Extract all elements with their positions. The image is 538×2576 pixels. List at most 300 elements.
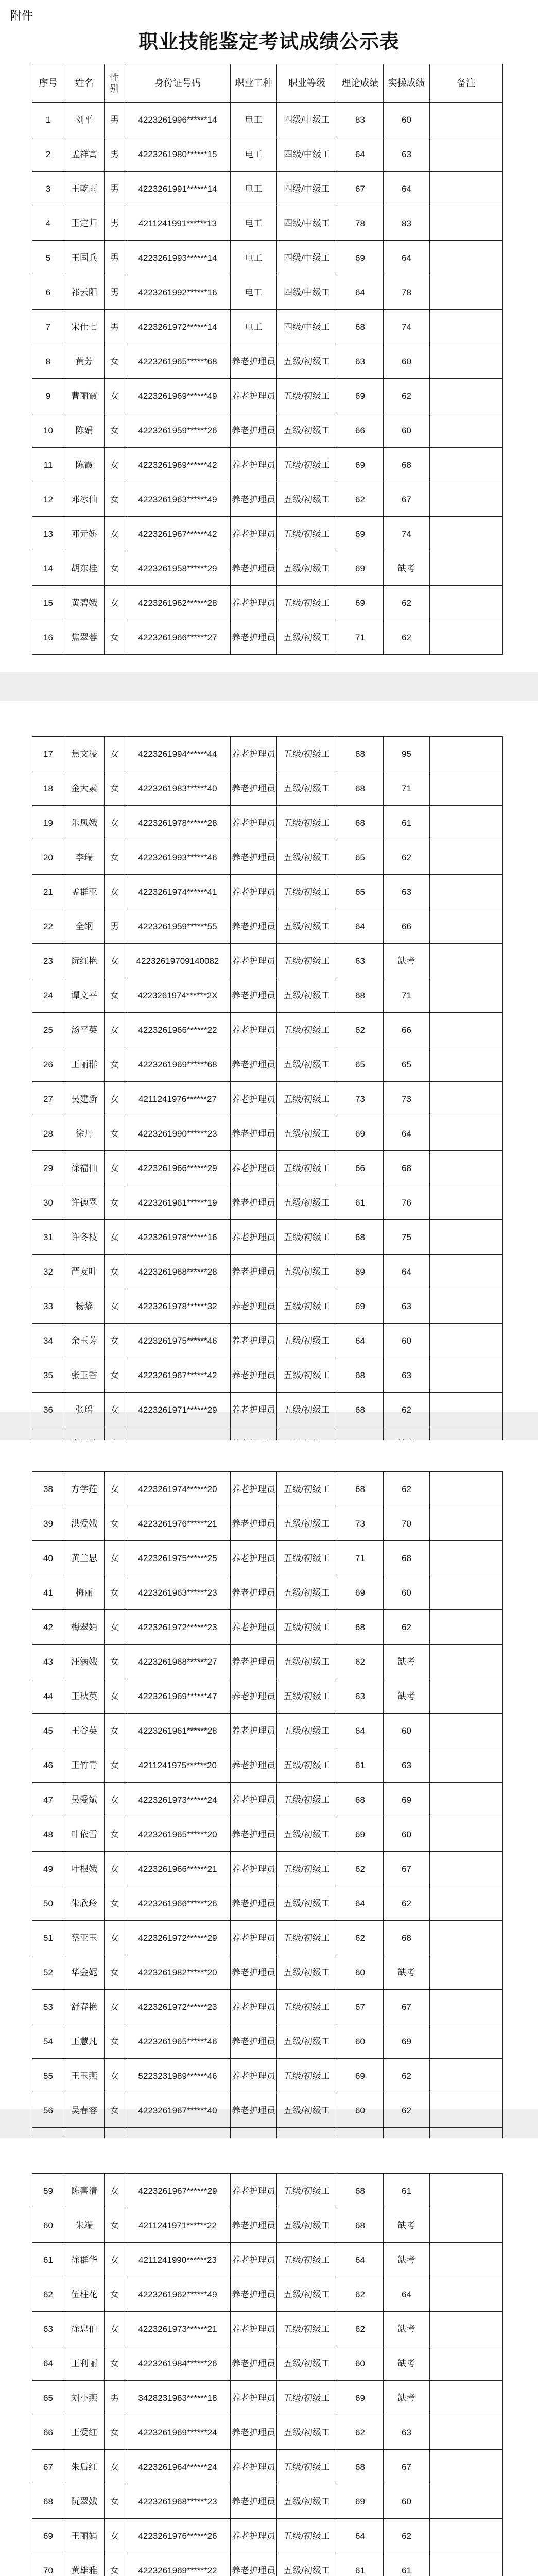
cell-theory-score: 68	[337, 978, 384, 1013]
cell-practical-score: 60	[384, 1575, 430, 1610]
cell-theory-score: 64	[337, 1714, 384, 1748]
cell-practical-score: 60	[384, 413, 430, 448]
cell-job-level: 五级/初级工	[277, 2553, 337, 2576]
table-row	[32, 1921, 503, 1955]
cell-seq: 70	[32, 2553, 64, 2576]
cell-job-level: 五级/初级工	[277, 1255, 337, 1289]
cell-seq: 27	[32, 1082, 64, 1116]
cell-job-type: 养老护理员	[231, 1289, 277, 1324]
cell-name: 阮翠娥	[64, 2484, 105, 2519]
cell-job-type: 养老护理员	[231, 2381, 277, 2415]
cell-seq: 8	[32, 344, 64, 379]
cell-practical-score: 61	[384, 2553, 430, 2576]
cell-id-number: 4223261963******49	[125, 482, 231, 517]
table-row	[32, 1645, 503, 1679]
cell-seq: 38	[32, 1472, 64, 1506]
cell-job-level: 五级/初级工	[277, 840, 337, 875]
cell-job-level: 五级/初级工	[277, 1185, 337, 1220]
cell-id-number: 4223261968******27	[125, 1645, 231, 1679]
cell-job-level: 五级/初级工	[277, 1082, 337, 1116]
cell-gender: 女	[105, 944, 125, 978]
cell-gender: 女	[105, 806, 125, 840]
table-row	[32, 806, 503, 840]
cell-gender: 男	[105, 172, 125, 206]
cell-gender: 女	[105, 1393, 125, 1427]
cell-job-type: 养老护理员	[231, 379, 277, 413]
cell-id-number: 4211241990******23	[125, 2243, 231, 2277]
table-row	[32, 379, 503, 413]
header-seq: 序号	[32, 64, 64, 103]
cell-remarks	[430, 1472, 503, 1506]
cell-theory-score: 62	[337, 2312, 384, 2346]
cell-job-level: 五级/初级工	[277, 586, 337, 620]
cell-name: 吴建新	[64, 1082, 105, 1116]
cell-id-number: 4223261976******26	[125, 2519, 231, 2553]
cell-practical-score: 61	[384, 806, 430, 840]
table-row	[32, 1013, 503, 1047]
cell-id-number: 3428231963******18	[125, 2381, 231, 2415]
cell-remarks	[430, 1610, 503, 1645]
cell-id-number: 4223261974******2X	[125, 978, 231, 1013]
cell-id-number: 4223261974******20	[125, 1472, 231, 1506]
cell-job-type: 养老护理员	[231, 1358, 277, 1393]
cell-job-type: 养老护理员	[231, 978, 277, 1013]
cell-job-level: 五级/初级工	[277, 2519, 337, 2553]
cell-id-number: 4223261966******21	[125, 1852, 231, 1886]
cell-job-level: 四级/中级工	[277, 137, 337, 172]
cell-practical-score: 63	[384, 875, 430, 909]
cell-seq: 63	[32, 2312, 64, 2346]
cell-practical-score: 68	[384, 1151, 430, 1185]
cell-remarks	[430, 2415, 503, 2450]
cell-remarks	[430, 1541, 503, 1575]
cell-seq: 22	[32, 909, 64, 944]
cell-id-number: 4223261968******28	[125, 1255, 231, 1289]
table-row	[32, 310, 503, 344]
cell-theory-score: 69	[337, 2484, 384, 2519]
cell-job-level: 五级/初级工	[277, 1324, 337, 1358]
cell-gender: 女	[105, 771, 125, 806]
cell-job-level: 五级/初级工	[277, 1393, 337, 1427]
cell-job-type: 养老护理员	[231, 2553, 277, 2576]
cell-practical-score: 缺考	[384, 2243, 430, 2277]
cell-job-type: 养老护理员	[231, 1185, 277, 1220]
cell-job-level: 五级/初级工	[277, 1921, 337, 1955]
cell-remarks	[430, 137, 503, 172]
cell-theory-score: 64	[337, 2519, 384, 2553]
cell-job-type: 养老护理员	[231, 2059, 277, 2093]
table-row	[32, 771, 503, 806]
document-page-1	[0, 0, 538, 672]
cell-practical-score: 61	[384, 2174, 430, 2208]
cell-remarks	[430, 806, 503, 840]
cell-theory-score: 68	[337, 1783, 384, 1817]
cell-name: 王国兵	[64, 241, 105, 275]
cell-job-level: 五级/初级工	[277, 1714, 337, 1748]
table-row	[32, 1393, 503, 1427]
cell-job-type: 养老护理员	[231, 875, 277, 909]
cell-job-type: 养老护理员	[231, 737, 277, 771]
cell-job-level: 五级/初级工	[277, 771, 337, 806]
cell-job-type: 养老护理员	[231, 1645, 277, 1679]
cell-seq: 5	[32, 241, 64, 275]
cell-practical-score: 缺考	[384, 2346, 430, 2381]
cell-job-type: 养老护理员	[231, 1151, 277, 1185]
cell-job-type: 养老护理员	[231, 1541, 277, 1575]
cell-remarks	[430, 1817, 503, 1852]
cell-id-number: 4223261967******40	[125, 2093, 231, 2128]
cell-seq: 41	[32, 1575, 64, 1610]
cell-seq: 44	[32, 1679, 64, 1714]
cell-practical-score: 95	[384, 737, 430, 771]
cell-id-number: 4223261964******24	[125, 2450, 231, 2484]
header-id-number: 身份证号码	[125, 64, 231, 103]
cell-remarks	[430, 103, 503, 137]
table-row	[32, 1817, 503, 1852]
cell-id-number: 4223261969******49	[125, 379, 231, 413]
cell-id-number: 4223261978******28	[125, 806, 231, 840]
cell-seq: 14	[32, 551, 64, 586]
cell-job-level: 五级/初级工	[277, 1358, 337, 1393]
cell-theory-score: 69	[337, 1289, 384, 1324]
cell-gender: 女	[105, 1575, 125, 1610]
cell-seq: 13	[32, 517, 64, 551]
cell-id-number: 4223261971******29	[125, 1393, 231, 1427]
cell-job-type: 养老护理员	[231, 2208, 277, 2243]
cell-gender: 女	[105, 2174, 125, 2208]
cell-job-level: 五级/初级工	[277, 448, 337, 482]
cell-job-type: 电工	[231, 137, 277, 172]
cell-gender: 女	[105, 1610, 125, 1645]
cell-id-number: 4223261972******14	[125, 310, 231, 344]
cell-job-level: 五级/初级工	[277, 1220, 337, 1255]
cell-gender: 女	[105, 1013, 125, 1047]
cell-remarks	[430, 620, 503, 655]
cell-job-type: 电工	[231, 103, 277, 137]
table-row	[32, 1748, 503, 1783]
header-job-level: 职业等级	[277, 64, 337, 103]
cell-job-level: 五级/初级工	[277, 1645, 337, 1679]
cell-practical-score: 68	[384, 448, 430, 482]
cell-id-number: 4223261982******20	[125, 1955, 231, 1990]
cell-name: 伍柱花	[64, 2277, 105, 2312]
cell-remarks	[430, 944, 503, 978]
cell-remarks	[430, 1289, 503, 1324]
cell-job-level: 五级/初级工	[277, 1748, 337, 1783]
cell-gender: 女	[105, 2024, 125, 2059]
cell-name: 王乾雨	[64, 172, 105, 206]
cell-job-type: 养老护理员	[231, 1714, 277, 1748]
page-gap	[0, 672, 538, 701]
cell-practical-score: 62	[384, 1393, 430, 1427]
cell-gender: 男	[105, 241, 125, 275]
cell-name: 谭文平	[64, 978, 105, 1013]
cell-gender: 男	[105, 137, 125, 172]
cell-remarks	[430, 1990, 503, 2024]
cell-name: 孟群亚	[64, 875, 105, 909]
cell-id-number: 4223261975******46	[125, 1324, 231, 1358]
cell-theory-score: 68	[337, 737, 384, 771]
cell-remarks	[430, 1358, 503, 1393]
table-row	[32, 103, 503, 137]
cell-practical-score: 64	[384, 2277, 430, 2312]
cell-job-type: 养老护理员	[231, 2243, 277, 2277]
cell-practical-score: 73	[384, 1082, 430, 1116]
cell-remarks	[430, 517, 503, 551]
cell-id-number: 4223261969******68	[125, 1047, 231, 1082]
cell-job-type: 养老护理员	[231, 944, 277, 978]
cell-name: 徐忠伯	[64, 2312, 105, 2346]
cell-gender: 男	[105, 310, 125, 344]
cell-practical-score: 缺考	[384, 1955, 430, 1990]
table-row	[32, 620, 503, 655]
cell-job-level: 四级/中级工	[277, 206, 337, 241]
cell-job-type: 养老护理员	[231, 620, 277, 655]
cell-remarks	[430, 840, 503, 875]
cell-name: 王玉燕	[64, 2059, 105, 2093]
cell-id-number: 4223261962******49	[125, 2277, 231, 2312]
cell-seq: 60	[32, 2208, 64, 2243]
cell-seq: 21	[32, 875, 64, 909]
cell-remarks	[430, 1506, 503, 1541]
cell-practical-score: 缺考	[384, 2381, 430, 2415]
cell-name: 余玉芳	[64, 1324, 105, 1358]
cell-seq: 51	[32, 1921, 64, 1955]
cell-practical-score: 60	[384, 1817, 430, 1852]
cell-name: 陈霞	[64, 448, 105, 482]
table-row	[32, 875, 503, 909]
cell-seq: 46	[32, 1748, 64, 1783]
cell-gender: 女	[105, 2208, 125, 2243]
cell-seq: 3	[32, 172, 64, 206]
cell-job-level: 五级/初级工	[277, 2277, 337, 2312]
cell-id-number: 4223261969******42	[125, 448, 231, 482]
cell-name: 舒春艳	[64, 1990, 105, 2024]
cell-name: 朱欣玲	[64, 1886, 105, 1921]
cell-theory-score: 68	[337, 1220, 384, 1255]
cell-id-number: 4223261966******22	[125, 1013, 231, 1047]
score-table	[32, 64, 503, 655]
cell-job-type: 养老护理员	[231, 1955, 277, 1990]
cell-remarks	[430, 1185, 503, 1220]
cell-job-type: 养老护理员	[231, 1783, 277, 1817]
cell-name: 陈喜清	[64, 2174, 105, 2208]
cell-job-type: 养老护理员	[231, 517, 277, 551]
cell-job-type: 养老护理员	[231, 1679, 277, 1714]
cell-gender: 女	[105, 517, 125, 551]
cell-gender: 女	[105, 1047, 125, 1082]
score-table	[32, 1471, 503, 2162]
table-row	[32, 2450, 503, 2484]
table-row	[32, 586, 503, 620]
cell-remarks	[430, 586, 503, 620]
cell-remarks	[430, 771, 503, 806]
cell-gender: 女	[105, 2346, 125, 2381]
cell-seq: 64	[32, 2346, 64, 2381]
cell-gender: 女	[105, 875, 125, 909]
table-row	[32, 944, 503, 978]
cell-id-number: 4211241971******22	[125, 2208, 231, 2243]
cell-theory-score: 69	[337, 1255, 384, 1289]
score-table	[32, 2173, 503, 2576]
cell-practical-score: 66	[384, 909, 430, 944]
table-row	[32, 482, 503, 517]
cell-id-number: 4223261962******28	[125, 586, 231, 620]
cell-job-type: 养老护理员	[231, 909, 277, 944]
attachment-label: 附件	[10, 9, 33, 22]
cell-remarks	[430, 1921, 503, 1955]
cell-remarks	[430, 482, 503, 517]
cell-name: 李瑞	[64, 840, 105, 875]
cell-gender: 女	[105, 1472, 125, 1506]
cell-id-number: 4223261959******26	[125, 413, 231, 448]
cell-id-number: 4223261959******55	[125, 909, 231, 944]
cell-id-number: 4211241991******13	[125, 206, 231, 241]
table-row	[32, 1955, 503, 1990]
cell-gender: 女	[105, 2243, 125, 2277]
cell-id-number: 4223261974******41	[125, 875, 231, 909]
header-remarks: 备注	[430, 64, 503, 103]
cell-job-level: 五级/初级工	[277, 909, 337, 944]
cell-practical-score: 62	[384, 620, 430, 655]
cell-remarks	[430, 2312, 503, 2346]
cell-seq: 1	[32, 103, 64, 137]
cell-theory-score: 69	[337, 2381, 384, 2415]
cell-name: 严友叶	[64, 1255, 105, 1289]
cell-job-type: 养老护理员	[231, 1921, 277, 1955]
cell-job-level: 五级/初级工	[277, 2243, 337, 2277]
cell-name: 蔡亚玉	[64, 1921, 105, 1955]
cell-id-number: 4223261978******16	[125, 1220, 231, 1255]
cell-seq: 20	[32, 840, 64, 875]
cell-name: 许德翠	[64, 1185, 105, 1220]
cell-name: 叶依雪	[64, 1817, 105, 1852]
cell-remarks	[430, 344, 503, 379]
cell-practical-score: 76	[384, 1185, 430, 1220]
cell-theory-score: 62	[337, 1921, 384, 1955]
cell-gender: 女	[105, 1852, 125, 1886]
cell-job-level: 五级/初级工	[277, 1575, 337, 1610]
cell-id-number: 5223231989******46	[125, 2059, 231, 2093]
cell-job-level: 五级/初级工	[277, 2484, 337, 2519]
cell-job-level: 五级/初级工	[277, 344, 337, 379]
cell-remarks	[430, 2519, 503, 2553]
cell-job-type: 养老护理员	[231, 2277, 277, 2312]
cell-job-level: 五级/初级工	[277, 2059, 337, 2093]
cell-gender: 女	[105, 2484, 125, 2519]
cell-gender: 女	[105, 344, 125, 379]
cell-theory-score: 60	[337, 1955, 384, 1990]
cell-seq: 54	[32, 2024, 64, 2059]
cell-gender: 女	[105, 586, 125, 620]
cell-remarks	[430, 551, 503, 586]
cell-id-number: 4223261991******14	[125, 172, 231, 206]
cell-gender: 女	[105, 1955, 125, 1990]
cell-practical-score: 缺考	[384, 1645, 430, 1679]
table-row	[32, 2415, 503, 2450]
cell-job-level: 五级/初级工	[277, 1151, 337, 1185]
cell-job-type: 养老护理员	[231, 2093, 277, 2128]
cell-id-number: 4223261967******42	[125, 1358, 231, 1393]
cell-job-type: 电工	[231, 310, 277, 344]
cell-practical-score: 64	[384, 172, 430, 206]
cell-remarks	[430, 2553, 503, 2576]
table-row	[32, 978, 503, 1013]
cell-job-type: 养老护理员	[231, 2519, 277, 2553]
cell-job-type: 养老护理员	[231, 840, 277, 875]
cell-seq: 2	[32, 137, 64, 172]
table-row	[32, 2059, 503, 2093]
cell-id-number: 4223261983******40	[125, 771, 231, 806]
cell-id-number: 4223261965******20	[125, 1817, 231, 1852]
cell-practical-score: 62	[384, 2519, 430, 2553]
cell-practical-score: 缺考	[384, 551, 430, 586]
table-row	[32, 137, 503, 172]
cell-theory-score: 68	[337, 771, 384, 806]
cell-job-type: 养老护理员	[231, 2450, 277, 2484]
cell-gender: 女	[105, 1817, 125, 1852]
cell-id-number: 4223261969******24	[125, 2415, 231, 2450]
cell-gender: 女	[105, 2519, 125, 2553]
page-title: 职业技能鉴定考试成绩公示表	[138, 31, 400, 53]
cell-gender: 女	[105, 2415, 125, 2450]
cell-practical-score: 74	[384, 517, 430, 551]
cell-id-number: 4223261969******22	[125, 2553, 231, 2576]
cell-id-number: 4223261967******42	[125, 517, 231, 551]
table-row	[32, 2174, 503, 2208]
cell-name: 方学莲	[64, 1472, 105, 1506]
table-row	[32, 1116, 503, 1151]
cell-gender: 女	[105, 737, 125, 771]
cell-theory-score: 66	[337, 413, 384, 448]
cell-practical-score: 67	[384, 2450, 430, 2484]
cell-seq: 18	[32, 771, 64, 806]
cell-job-level: 五级/初级工	[277, 1047, 337, 1082]
cell-seq: 55	[32, 2059, 64, 2093]
cell-gender: 女	[105, 1082, 125, 1116]
cell-gender: 女	[105, 2312, 125, 2346]
cell-job-level: 五级/初级工	[277, 1506, 337, 1541]
cell-name: 胡东桂	[64, 551, 105, 586]
cell-gender: 女	[105, 620, 125, 655]
cell-name: 洪爱娥	[64, 1506, 105, 1541]
cell-theory-score: 64	[337, 2243, 384, 2277]
cell-theory-score: 60	[337, 2093, 384, 2128]
cell-name: 徐丹	[64, 1116, 105, 1151]
table-row	[32, 2519, 503, 2553]
cell-theory-score: 62	[337, 1852, 384, 1886]
cell-gender: 女	[105, 551, 125, 586]
cell-remarks	[430, 1013, 503, 1047]
cell-name: 陈娟	[64, 413, 105, 448]
cell-job-type: 养老护理员	[231, 413, 277, 448]
cell-seq: 15	[32, 586, 64, 620]
cell-seq: 61	[32, 2243, 64, 2277]
cell-name: 王秋英	[64, 1679, 105, 1714]
cell-job-level: 五级/初级工	[277, 1289, 337, 1324]
cell-gender: 女	[105, 1783, 125, 1817]
cell-job-level: 五级/初级工	[277, 620, 337, 655]
cell-gender: 女	[105, 1324, 125, 1358]
cell-gender: 女	[105, 840, 125, 875]
table-row	[32, 1289, 503, 1324]
cell-theory-score: 68	[337, 1472, 384, 1506]
cell-job-type: 养老护理员	[231, 586, 277, 620]
cell-job-type: 养老护理员	[231, 2024, 277, 2059]
cell-job-level: 五级/初级工	[277, 1472, 337, 1506]
cell-seq: 42	[32, 1610, 64, 1645]
table-row	[32, 1082, 503, 1116]
